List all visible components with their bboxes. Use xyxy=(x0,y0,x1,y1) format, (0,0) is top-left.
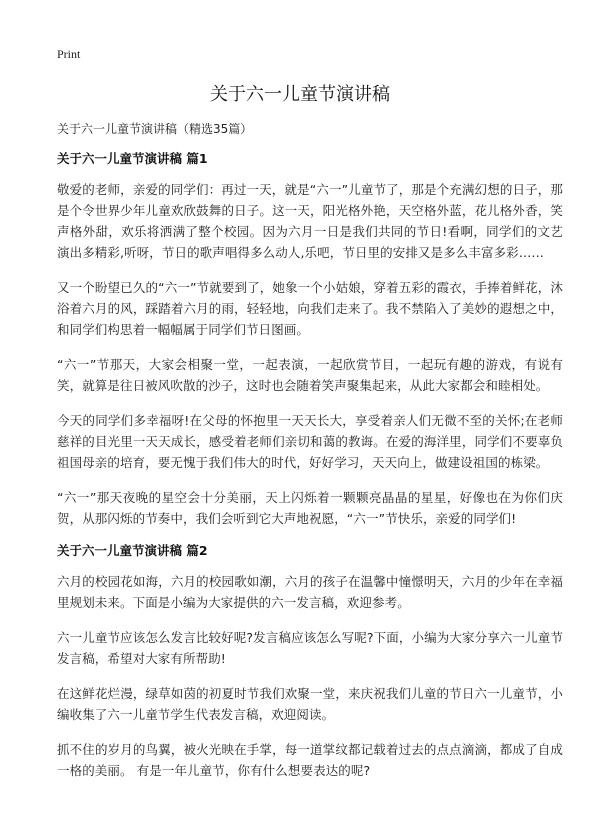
paragraph: 敬爱的老师，亲爱的同学们：再过一天，就是“六一”儿童节了，那是个充满幻想的日子，那是个令世界少年儿童欢欣鼓舞的日子。这一天，阳光格外艳，天空格外蓝，花儿格外香，笑声格外甜，欢乐将洒满了整个校园。因为六月一日是我们共同的节日!看啊，同学们的文艺演出多精彩,听呀，节日的歌声唱得多么动人,乐吧，节日里的安排又是多么丰富多彩…… xyxy=(57,182,563,260)
paragraph: 今天的同学们多幸福呀!在父母的怀抱里一天天长大，享受着亲人们无微不至的关怀;在老师慈祥的目光里一天天成长，感受着老师们亲切和蔼的教诲。在爱的海洋里，同学们不要辜负祖国母亲的培育，要无愧于我们伟大的时代，好好学习，天天向上，做建设祖国的栋梁。 xyxy=(57,413,563,470)
document-body xyxy=(57,121,563,795)
section-heading: 关于六一儿童节演讲稿 篇1 xyxy=(57,151,208,166)
document-title: 关于六一儿童节演讲稿 xyxy=(210,84,390,105)
print-link[interactable]: Print xyxy=(57,47,81,61)
paragraph: “六一”节那天，大家会相聚一堂，一起表演，一起欣赏节目，一起玩有趣的游戏，有说有笑，就算是往日被风吹散的沙子，这时也会随着笑声聚集起来，从此大家都会和睦相处。 xyxy=(57,357,563,393)
paragraph: 六月的校园花如海，六月的校园歌如潮，六月的孩子在温馨中憧憬明天，六月的少年在幸福里规划未来。下面是小编为大家提供的六一发言稿，欢迎参考。 xyxy=(57,574,563,610)
paragraph: 又一个盼望已久的“六一”节就要到了，她象一个小姑娘，穿着五彩的霞衣，手捧着鲜花，沐浴着六月的风，踩踏着六月的雨，轻轻地，向我们走来了。我不禁陷入了美妙的遐想之中，和同学们构思着一幅幅属于同学们节日图画。 xyxy=(57,280,563,337)
paragraph: 在这鲜花烂漫，绿草如茵的初夏时节我们欢聚一堂，来庆祝我们儿童的节日六一儿童节，小编收集了六一儿童节学生代表发言稿，欢迎阅读。 xyxy=(57,686,563,722)
paragraph: 抓不住的岁月的鸟翼，被火光映在手掌，每一道掌纹都记载着过去的点点滴滴，都成了自成一格的美丽。 有是一年儿童节，你有什么想要表达的呢? xyxy=(57,742,563,778)
paragraph: “六一”那天夜晚的星空会十分美丽，天上闪烁着一颗颗亮晶晶的星星，好像也在为你们庆贺，从那闪烁的节奏中，我们会听到它大声地祝愿，“六一”节快乐，亲爱的同学们! xyxy=(57,490,563,526)
document-subtitle: 关于六一儿童节演讲稿（精选35篇） xyxy=(57,122,253,136)
paragraph: 六一儿童节应该怎么发言比较好呢?发言稿应该怎么写呢?下面，小编为大家分享六一儿童节发言稿，希望对大家有所帮助! xyxy=(57,630,563,666)
section-heading: 关于六一儿童节演讲稿 篇2 xyxy=(57,543,208,558)
